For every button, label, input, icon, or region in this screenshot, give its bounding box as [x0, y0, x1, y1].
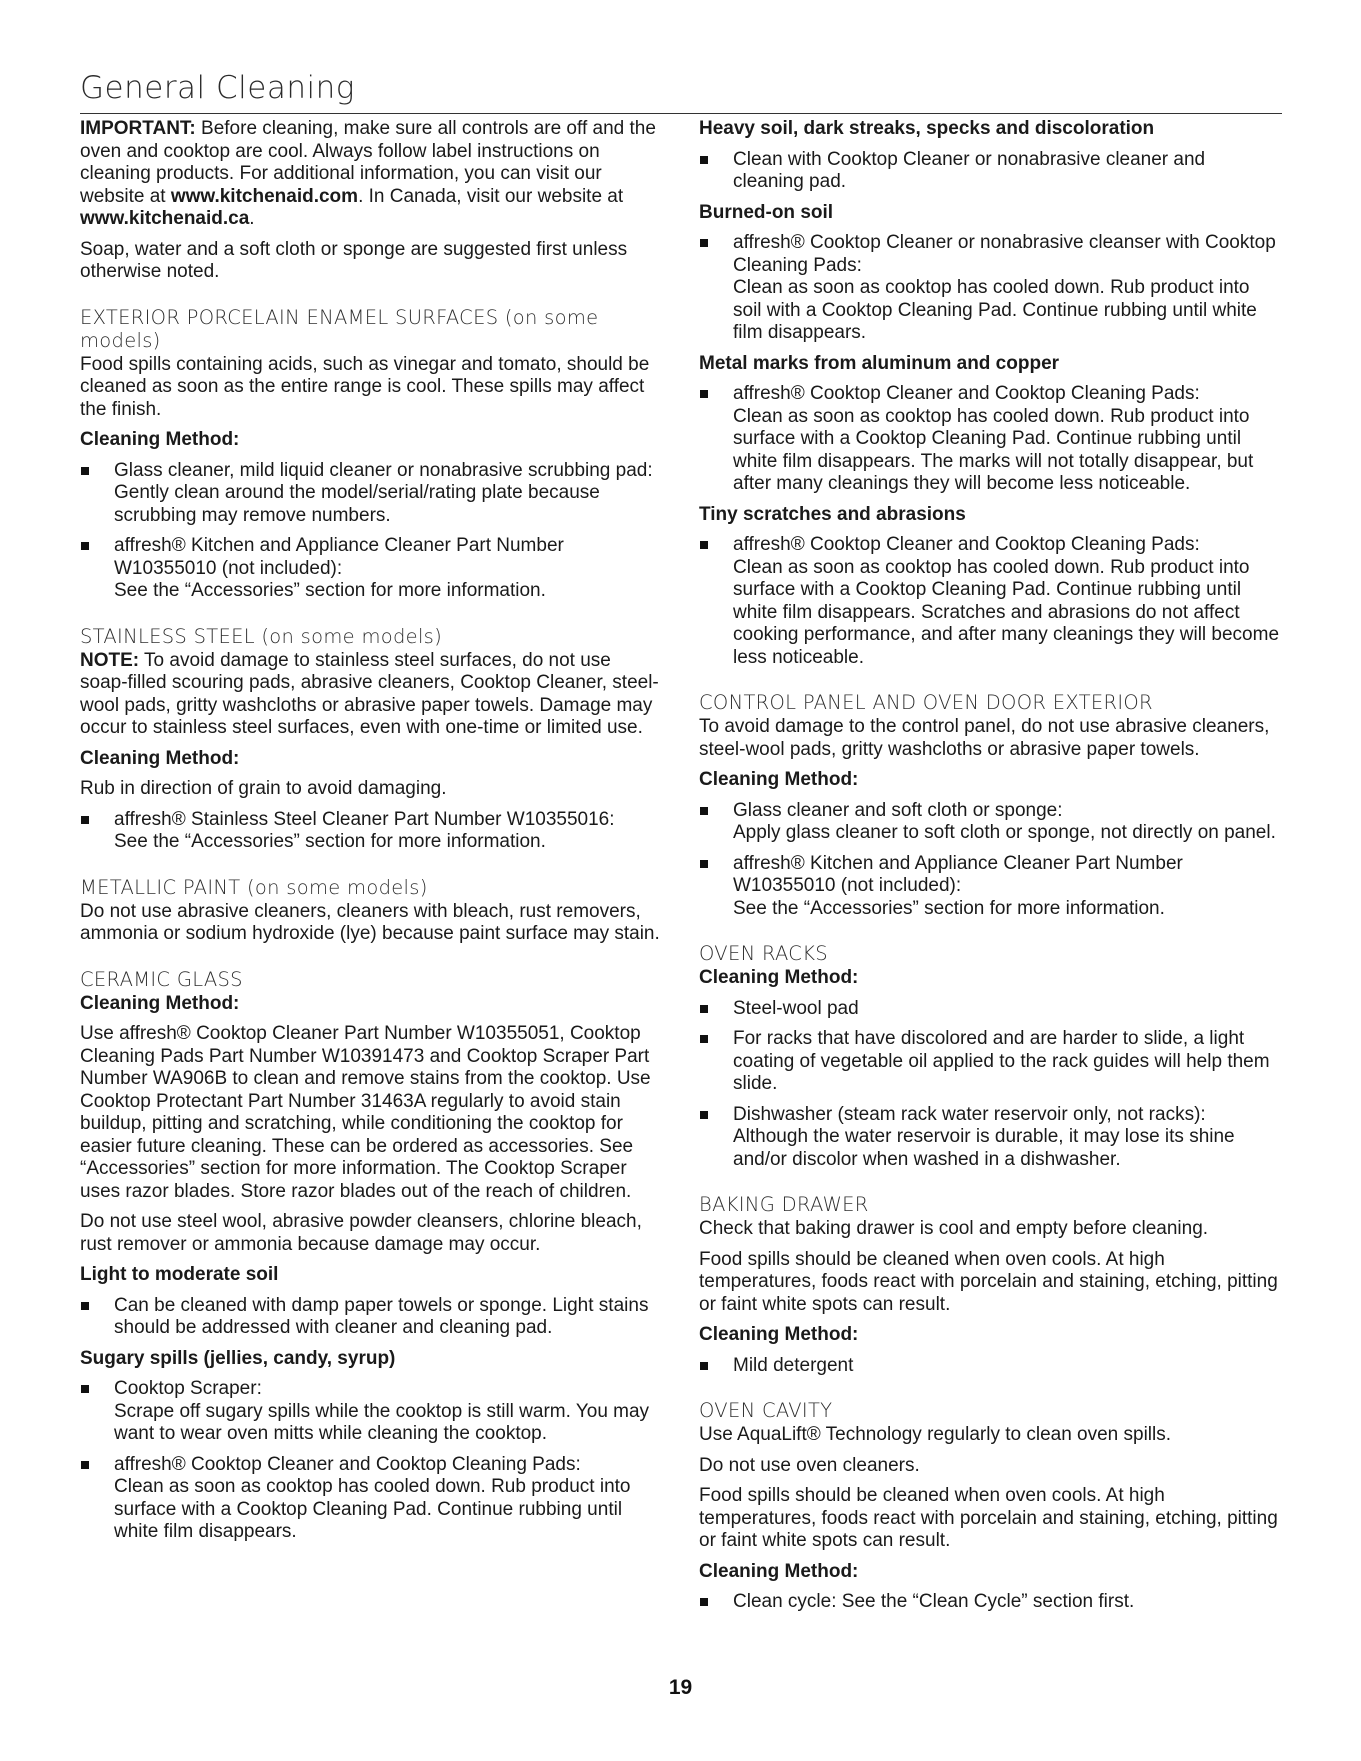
list-item — [699, 383, 1279, 496]
control-panel-method-label: Cleaning Method: — [699, 769, 859, 790]
right-column — [699, 118, 1279, 1622]
list-item — [699, 800, 1279, 845]
square-bullet-icon — [81, 1385, 89, 1393]
bullet-text: Glass cleaner and soft cloth or sponge: — [733, 799, 1063, 821]
oven-cavity-body-1: Use AquaLift® Technology regularly to clean oven spills. — [699, 1424, 1172, 1445]
oven-racks-bullets — [699, 998, 1279, 1172]
baking-drawer-body-2: Food spills should be cleaned when oven cools. At high temperatures, foods react with porcelain and staining, etching, pitting or faint white spots can result. — [699, 1248, 1278, 1315]
bullet-text: For racks that have discolored and are harder to slide, a light coating of vegetable oil applied to the rack guides will help them slide. — [733, 1028, 1270, 1094]
list-item — [80, 535, 660, 603]
control-panel-bullets — [699, 800, 1279, 921]
note-text: To avoid damage to stainless steel surfaces, do not use soap-filled scouring pads, abrasive cleaners, Cooktop Cleaner, steel-wool pads, gritty washcloths or abrasive paper towels. Damage may occur to stainless steel surfaces, even with one-time or limited use. — [80, 649, 659, 738]
stainless-bullets — [80, 809, 660, 854]
square-bullet-icon — [81, 1302, 89, 1310]
square-bullet-icon — [700, 390, 708, 398]
square-bullet-icon — [81, 1461, 89, 1469]
bullet-detail: Scrape off sugary spills while the cooktop is still warm. You may want to wear oven mitts while cleaning the cooktop. — [114, 1400, 650, 1444]
bullet-detail: Gently clean around the model/serial/rating plate because scrubbing may remove numbers. — [114, 482, 600, 526]
bullet-text: affresh® Kitchen and Appliance Cleaner Part Number W10355010 (not included): — [114, 535, 564, 579]
square-bullet-icon — [81, 816, 89, 824]
list-item — [699, 534, 1279, 669]
oven-cavity-body-2: Do not use oven cleaners. — [699, 1454, 920, 1476]
square-bullet-icon — [700, 1362, 708, 1370]
list-item — [699, 1104, 1279, 1172]
bullet-text: Dishwasher (steam rack water reservoir only, not racks): — [733, 1103, 1206, 1125]
square-bullet-icon — [700, 1005, 708, 1013]
list-item — [699, 232, 1279, 345]
important-label: IMPORTANT: — [80, 118, 196, 139]
square-bullet-icon — [700, 239, 708, 247]
list-item — [80, 1378, 660, 1446]
metal-marks-label: Metal marks from aluminum and copper — [699, 352, 1060, 374]
stainless-heading: STAINLESS STEEL (on some models) — [80, 624, 443, 648]
oven-cavity-bullets — [699, 1591, 1279, 1614]
ceramic-body-1: Use affresh® Cooktop Cleaner Part Number W10355051, Cooktop Cleaning Pads Part Number W10391473 and Cooktop Scraper Part Number WA906B to clean and remove stains from the cooktop. Use Cooktop Protectant Part Number 31463A regularly to avoid stain buildup, pitting and scratching, while conditioning the cooktop for easier future cleaning. These can be ordered as accessories. See “Accessories” section for more information. The Cooktop Scraper uses razor blades. Store razor blades out of the reach of children. — [80, 1023, 651, 1202]
bullet-text: affresh® Stainless Steel Cleaner Part Number W10355016: — [114, 808, 615, 830]
bullet-detail: See the “Accessories” section for more information. — [733, 897, 1165, 919]
metal-marks-bullets — [699, 383, 1279, 496]
bullet-text: affresh® Cooktop Cleaner or nonabrasive cleanser with Cooktop Cleaning Pads: — [733, 232, 1276, 276]
sugary-spills-bullets — [80, 1378, 660, 1544]
baking-drawer-heading: BAKING DRAWER — [699, 1193, 869, 1216]
square-bullet-icon — [81, 467, 89, 475]
oven-cavity-method-label: Cleaning Method: — [699, 1560, 859, 1582]
porcelain-body: Food spills containing acids, such as vinegar and tomato, should be cleaned as soon as the entire range is cool. These spills may affect the finish. — [80, 353, 650, 420]
list-item — [699, 149, 1279, 194]
burned-soil-label: Burned-on soil — [699, 201, 834, 223]
title-divider — [80, 113, 1282, 114]
bullet-text: Mild detergent — [733, 1354, 854, 1376]
porcelain-method-label: Cleaning Method: — [80, 429, 240, 450]
bullet-text: Can be cleaned with damp paper towels or sponge. Light stains should be addressed with cleaner and cleaning pad. — [114, 1294, 649, 1338]
list-item — [699, 853, 1279, 921]
square-bullet-icon — [700, 1035, 708, 1043]
bullet-detail: Apply glass cleaner to soft cloth or sponge, not directly on panel. — [733, 822, 1276, 843]
oven-racks-method-label: Cleaning Method: — [699, 967, 859, 988]
bullet-detail: See the “Accessories” section for more information. — [114, 580, 546, 601]
square-bullet-icon — [700, 807, 708, 815]
list-item — [699, 1028, 1279, 1096]
bullet-detail: Clean as soon as cooktop has cooled down. Rub product into surface with a Cooktop Cleaning Pad. Continue rubbing until white film disappears. The marks will not totally disappear, but after many cleanings they will become less noticeable. — [733, 405, 1254, 494]
porcelain-heading: EXTERIOR PORCELAIN ENAMEL SURFACES (on some models) — [80, 305, 599, 352]
bullet-text: Clean cycle: See the “Clean Cycle” section first. — [733, 1591, 1135, 1612]
bullet-text: Clean with Cooktop Cleaner or nonabrasive cleaner and cleaning pad. — [733, 148, 1206, 192]
list-item — [699, 998, 1279, 1021]
control-panel-heading: CONTROL PANEL AND OVEN DOOR EXTERIOR — [699, 691, 1153, 714]
list-item — [80, 460, 660, 528]
metallic-heading: METALLIC PAINT (on some models) — [80, 875, 428, 899]
light-soil-label: Light to moderate soil — [80, 1264, 279, 1285]
note-label: NOTE: — [80, 649, 140, 671]
list-item — [80, 1454, 660, 1544]
important-notice — [80, 118, 660, 231]
bullet-detail: Clean as soon as cooktop has cooled down. Rub product into surface with a Cooktop Cleaning Pad. Continue rubbing until white film disappears. Scratches and abrasions do not affect cooking performance, and after many cleanings they will become less noticeable. — [733, 556, 1280, 668]
heavy-soil-label: Heavy soil, dark streaks, specks and discoloration — [699, 118, 1155, 139]
stainless-method-label: Cleaning Method: — [80, 747, 240, 769]
important-text: Before cleaning, make sure all controls are off and the oven and cooktop are cool. Always follow label instructions on cleaning products. For additional information, you can visit our website at — [80, 118, 656, 207]
bullet-text: affresh® Kitchen and Appliance Cleaner Part Number W10355010 (not included): — [733, 852, 1183, 896]
oven-cavity-heading: OVEN CAVITY — [699, 1399, 833, 1422]
stainless-note — [80, 650, 660, 740]
list-item — [699, 1591, 1279, 1614]
tiny-scratches-bullets — [699, 534, 1279, 669]
square-bullet-icon — [700, 156, 708, 164]
bullet-text: affresh® Cooktop Cleaner and Cooktop Cleaning Pads: — [733, 383, 1200, 404]
oven-cavity-body-3: Food spills should be cleaned when oven cools. At high temperatures, foods react with porcelain and staining, etching, pitting or faint white spots can result. — [699, 1485, 1278, 1551]
tiny-scratches-label: Tiny scratches and abrasions — [699, 503, 966, 525]
page-number: 19 — [668, 1676, 693, 1699]
stainless-rub-text: Rub in direction of grain to avoid damaging. — [80, 778, 447, 799]
list-item — [80, 1295, 660, 1340]
bullet-detail: See the “Accessories” section for more information. — [114, 831, 546, 852]
left-column — [80, 118, 660, 1552]
kitchenaid-com-link[interactable]: www.kitchenaid.com — [170, 185, 359, 207]
square-bullet-icon — [700, 541, 708, 549]
ceramic-body-2: Do not use steel wool, abrasive powder cleansers, chlorine bleach, rust remover or ammonia because damage may occur. — [80, 1211, 642, 1255]
list-item — [80, 809, 660, 854]
sugary-spills-label: Sugary spills (jellies, candy, syrup) — [80, 1347, 396, 1369]
important-mid-text: . In Canada, visit our website at — [358, 185, 624, 207]
ceramic-heading: CERAMIC GLASS — [80, 967, 243, 991]
burned-soil-bullets — [699, 232, 1279, 345]
baking-drawer-body-1: Check that baking drawer is cool and empty before cleaning. — [699, 1218, 1209, 1239]
kitchenaid-ca-link[interactable]: www.kitchenaid.ca — [80, 208, 250, 229]
bullet-text: Steel-wool pad — [733, 997, 859, 1019]
square-bullet-icon — [700, 1111, 708, 1119]
important-end-text: . — [249, 208, 255, 229]
bullet-text: Cooktop Scraper: — [114, 1378, 262, 1399]
bullet-detail: Although the water reservoir is durable, it may lose its shine and/or discolor when washed in a dishwasher. — [733, 1126, 1235, 1170]
list-item — [699, 1355, 1279, 1378]
bullet-text: Glass cleaner, mild liquid cleaner or nonabrasive scrubbing pad: — [114, 459, 653, 481]
square-bullet-icon — [81, 542, 89, 550]
page-title: General Cleaning — [80, 70, 355, 106]
baking-drawer-method-label: Cleaning Method: — [699, 1324, 859, 1345]
bullet-detail: Clean as soon as cooktop has cooled down. Rub product into surface with a Cooktop Cleaning Pad. Continue rubbing until white film disappears. — [114, 1476, 631, 1542]
heavy-soil-bullets — [699, 149, 1279, 194]
oven-racks-heading: OVEN RACKS — [699, 942, 828, 965]
baking-drawer-bullets — [699, 1355, 1279, 1378]
soap-note: Soap, water and a soft cloth or sponge are suggested first unless otherwise noted. — [80, 238, 628, 282]
bullet-text: affresh® Cooktop Cleaner and Cooktop Cleaning Pads: — [114, 1453, 581, 1475]
metallic-body: Do not use abrasive cleaners, cleaners with bleach, rust removers, ammonia or sodium hydroxide (lye) because paint surface may stain. — [80, 900, 660, 944]
bullet-detail: Clean as soon as cooktop has cooled down. Rub product into soil with a Cooktop Cleaning Pad. Continue rubbing until white film disappears. — [733, 277, 1257, 343]
control-panel-body: To avoid damage to the control panel, do not use abrasive cleaners, steel-wool pads, gritty washcloths or abrasive paper towels. — [699, 716, 1270, 760]
bullet-text: affresh® Cooktop Cleaner and Cooktop Cleaning Pads: — [733, 534, 1200, 555]
ceramic-method-label: Cleaning Method: — [80, 992, 240, 1014]
square-bullet-icon — [700, 1598, 708, 1606]
light-soil-bullets — [80, 1295, 660, 1340]
porcelain-bullets — [80, 460, 660, 603]
square-bullet-icon — [700, 860, 708, 868]
